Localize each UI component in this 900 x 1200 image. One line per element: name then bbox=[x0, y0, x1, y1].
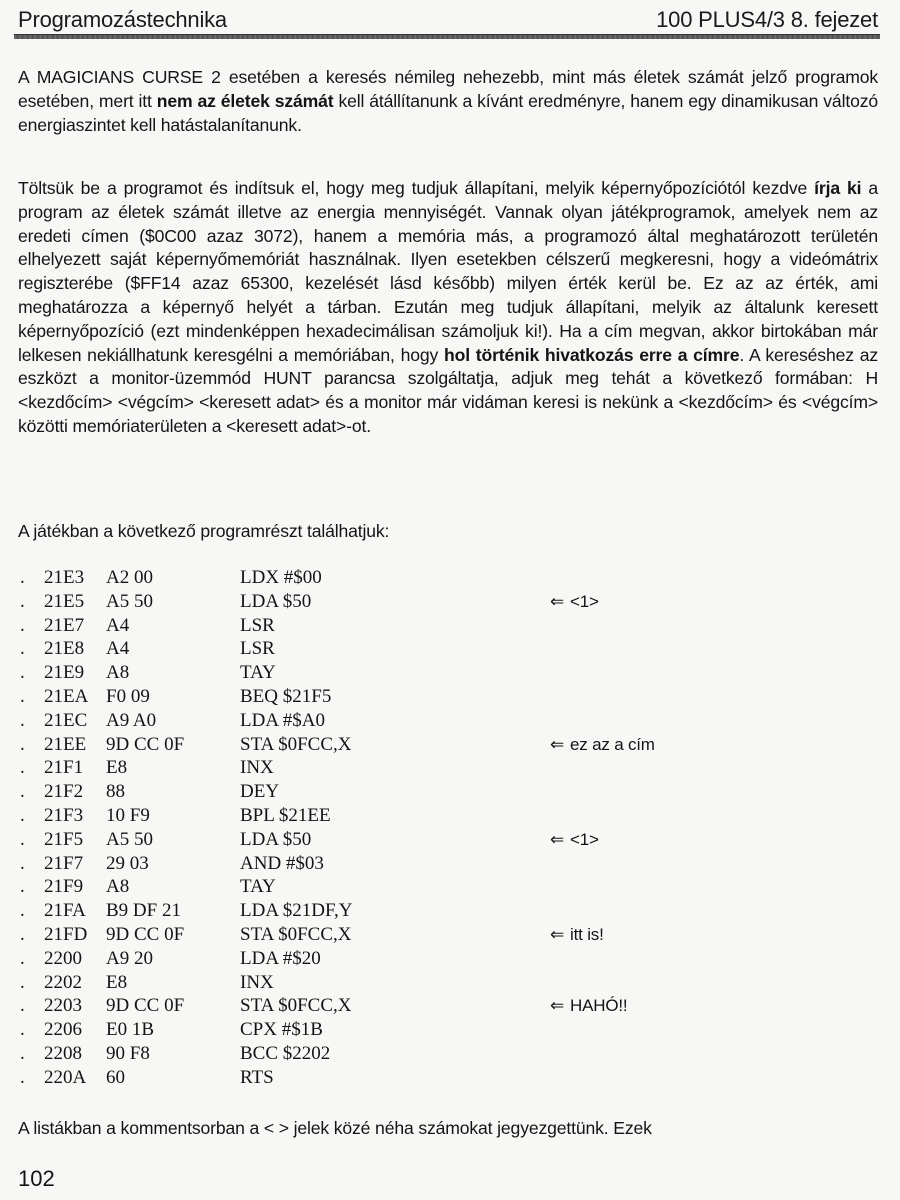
text-run: . A kereséshez az eszközt a monitor-üzemmód HUNT parancsa szolgáltatja, adjuk meg tehát a következő formában: H <kezdőcím> <végcím> <keresett adat> és a monitor már vidáman keresi is nekünk a <kezdőcím> és <végcím> közötti memóriaterületen a <keresett adat>-ot. bbox=[18, 344, 878, 436]
code-instruction: LDX #$00 bbox=[240, 567, 322, 588]
code-address: 2208 bbox=[44, 1042, 82, 1064]
code-bytes: A4 bbox=[106, 614, 130, 636]
code-line bbox=[20, 828, 720, 852]
code-instruction: INX bbox=[240, 757, 274, 779]
line-marker: . bbox=[20, 995, 25, 1017]
left-double-arrow-icon: ⇐ bbox=[550, 734, 565, 754]
paragraph-notes: A listákban a kommentsorban a < > jelek közé néha számokat jegyezgettünk. Ezek bbox=[18, 1118, 652, 1138]
code-line bbox=[20, 804, 720, 828]
code-address: 2202 bbox=[44, 971, 82, 993]
code-bytes: A5 50 bbox=[106, 828, 153, 850]
line-marker: . bbox=[20, 733, 25, 755]
line-marker: . bbox=[20, 900, 25, 922]
code-comment bbox=[550, 923, 604, 947]
code-line bbox=[20, 875, 720, 899]
code-instruction: LDA $50 bbox=[240, 590, 312, 612]
line-marker: . bbox=[20, 1042, 25, 1064]
assembly-listing bbox=[20, 566, 720, 1090]
code-address: 21E7 bbox=[44, 614, 85, 636]
code-instruction: STA $0FCC,X bbox=[240, 923, 352, 945]
code-instruction: STA $0FCC,X bbox=[240, 995, 352, 1017]
code-address: 21F3 bbox=[44, 804, 84, 826]
code-address: 220A bbox=[44, 1066, 87, 1088]
code-bytes: 10 F9 bbox=[106, 804, 150, 826]
header-book-title: Programozástechnika bbox=[18, 7, 227, 32]
code-bytes: 90 F8 bbox=[106, 1042, 150, 1064]
comment-text: <1> bbox=[570, 829, 599, 849]
code-instruction: TAY bbox=[240, 662, 276, 684]
code-line bbox=[20, 1042, 720, 1066]
code-line bbox=[20, 899, 720, 923]
comment-text: HAHÓ!! bbox=[570, 996, 628, 1016]
code-address: 21EA bbox=[44, 685, 89, 707]
code-bytes: A4 bbox=[106, 638, 130, 660]
code-address: 21E8 bbox=[44, 638, 85, 660]
code-instruction: TAY bbox=[240, 876, 276, 898]
running-header bbox=[18, 6, 878, 34]
code-instruction: BEQ $21F5 bbox=[240, 685, 332, 707]
left-double-arrow-icon: ⇐ bbox=[550, 829, 565, 849]
code-bytes: A8 bbox=[106, 876, 130, 898]
code-bytes: E8 bbox=[106, 971, 128, 993]
left-double-arrow-icon: ⇐ bbox=[550, 924, 565, 944]
code-address: 21E5 bbox=[44, 590, 85, 612]
code-address: 21E3 bbox=[44, 567, 85, 588]
code-bytes: A8 bbox=[106, 662, 130, 684]
code-address: 2200 bbox=[44, 947, 82, 969]
code-address: 21F7 bbox=[44, 852, 84, 874]
text-run: kell átállítanunk a kívánt eredményre, hanem egy dinamikusan változó energiaszintet kell hatástalanítanunk. bbox=[18, 90, 878, 135]
text-run: Töltsük be a programot és indítsuk el, hogy meg tudjuk állapítani, melyik képernyőpozíciótól kezdve bbox=[18, 178, 815, 198]
line-marker: . bbox=[20, 781, 25, 803]
code-comment bbox=[550, 733, 655, 757]
line-marker: . bbox=[20, 685, 25, 707]
comment-text: <1> bbox=[570, 591, 599, 611]
code-line bbox=[20, 780, 720, 804]
text-run: a program az életek számát illetve az energia mennyiségét. Vannak olyan játékprogramok, amelyek nem az eredeti címen ($0C00 azaz 3072), hanem a memória más, a programozó által meghatározott területén elhelyezett saját képernyőmemóriát használnak. Ilyen esetekben célszerű megkeresni, hogy a videómátrix regiszterébe ($FF14 azaz 65300, kezelését lásd később) milyen érték kerül be. Ez az az érték, ami meghatározza a képernyő helyét a tárban. Ezután meg tudjuk állapítani, melyik az általunk keresett képernyőpozíció (ezt mindenképpen hexadecimálisan számoljuk ki!). Ha a cím megvan, akkor birtokában már lelkesen nekiállhatunk keresgélni a memóriában, hogy bbox=[18, 178, 878, 365]
bold-phrase: írja ki bbox=[814, 178, 862, 198]
paragraph-listing-intro: A játékban a következő programrészt találhatjuk: bbox=[18, 521, 390, 541]
code-bytes: A2 00 bbox=[106, 567, 153, 588]
line-marker: . bbox=[20, 590, 25, 612]
code-bytes: 29 03 bbox=[106, 852, 149, 874]
code-line bbox=[20, 1018, 720, 1042]
code-bytes: A9 A0 bbox=[106, 709, 157, 731]
code-instruction: CPX #$1B bbox=[240, 1019, 323, 1041]
code-bytes: A9 20 bbox=[106, 947, 153, 969]
code-instruction: RTS bbox=[240, 1066, 274, 1088]
code-instruction: LDA $21DF,Y bbox=[240, 900, 353, 922]
text-run: A MAGICIANS CURSE 2 esetében a keresés némileg nehezebb, mint más életek számát jelző programok esetében, mert itt bbox=[18, 67, 878, 111]
left-double-arrow-icon: ⇐ bbox=[550, 996, 565, 1016]
code-bytes: 88 bbox=[106, 781, 125, 803]
line-marker: . bbox=[20, 852, 25, 874]
line-marker: . bbox=[20, 662, 25, 684]
code-address: 21F9 bbox=[44, 876, 84, 898]
code-bytes: A5 50 bbox=[106, 590, 153, 612]
code-line bbox=[20, 590, 720, 614]
code-line bbox=[20, 1066, 720, 1090]
code-line bbox=[20, 947, 720, 971]
line-marker: . bbox=[20, 804, 25, 826]
code-comment bbox=[550, 590, 599, 614]
code-bytes: 9D CC 0F bbox=[106, 733, 185, 755]
code-bytes: 60 bbox=[106, 1066, 125, 1088]
code-instruction: LDA #$20 bbox=[240, 947, 321, 969]
comment-text: itt is! bbox=[570, 924, 604, 944]
code-line bbox=[20, 685, 720, 709]
code-address: 21E9 bbox=[44, 662, 85, 684]
comment-text: ez az a cím bbox=[570, 734, 655, 754]
code-line bbox=[20, 614, 720, 638]
bold-phrase: nem az életek számát bbox=[156, 90, 334, 111]
code-instruction: INX bbox=[240, 971, 274, 993]
line-marker: . bbox=[20, 1066, 25, 1088]
code-line bbox=[20, 709, 720, 733]
code-instruction: LSR bbox=[240, 638, 275, 660]
bold-phrase: hol történik hivatkozás erre a címre bbox=[444, 344, 740, 365]
code-instruction: BPL $21EE bbox=[240, 804, 331, 826]
code-line bbox=[20, 733, 720, 757]
code-bytes: F0 09 bbox=[106, 685, 150, 707]
line-marker: . bbox=[20, 828, 25, 850]
code-line bbox=[20, 923, 720, 947]
code-instruction: LSR bbox=[240, 614, 275, 636]
code-line bbox=[20, 661, 720, 685]
code-instruction: STA $0FCC,X bbox=[240, 733, 352, 755]
code-instruction: LDA #$A0 bbox=[240, 709, 325, 731]
line-marker: . bbox=[20, 567, 25, 588]
code-instruction: LDA $50 bbox=[240, 828, 312, 850]
line-marker: . bbox=[20, 876, 25, 898]
code-bytes: 9D CC 0F bbox=[106, 923, 185, 945]
code-comment bbox=[550, 828, 599, 852]
left-double-arrow-icon: ⇐ bbox=[550, 591, 565, 611]
code-address: 2203 bbox=[44, 995, 82, 1017]
code-instruction: AND #$03 bbox=[240, 852, 324, 874]
line-marker: . bbox=[20, 709, 25, 731]
code-bytes: B9 DF 21 bbox=[106, 900, 181, 922]
code-address: 21FA bbox=[44, 900, 86, 922]
line-marker: . bbox=[20, 1019, 25, 1041]
line-marker: . bbox=[20, 757, 25, 779]
line-marker: . bbox=[20, 638, 25, 660]
code-comment bbox=[550, 994, 627, 1018]
code-address: 21F1 bbox=[44, 757, 84, 779]
code-address: 21F5 bbox=[44, 828, 84, 850]
code-instruction: DEY bbox=[240, 781, 280, 803]
code-address: 21EE bbox=[44, 733, 87, 755]
header-rule bbox=[14, 34, 880, 39]
code-instruction: BCC $2202 bbox=[240, 1042, 331, 1064]
code-line bbox=[20, 971, 720, 995]
code-address: 21EC bbox=[44, 709, 88, 731]
line-marker: . bbox=[20, 947, 25, 969]
code-line bbox=[20, 566, 720, 590]
code-line bbox=[20, 852, 720, 876]
code-bytes: E0 1B bbox=[106, 1019, 155, 1041]
code-bytes: E8 bbox=[106, 757, 128, 779]
code-line bbox=[20, 637, 720, 661]
paragraph-instructions bbox=[18, 177, 878, 439]
code-line bbox=[20, 994, 720, 1018]
code-address: 21F2 bbox=[44, 781, 84, 803]
code-line bbox=[20, 756, 720, 780]
code-address: 2206 bbox=[44, 1019, 82, 1041]
code-bytes: 9D CC 0F bbox=[106, 995, 185, 1017]
line-marker: . bbox=[20, 971, 25, 993]
code-address: 21FD bbox=[44, 923, 88, 945]
header-chapter: 100 PLUS4/3 8. fejezet bbox=[656, 7, 878, 32]
page-number: 102 bbox=[18, 1166, 55, 1191]
line-marker: . bbox=[20, 614, 25, 636]
line-marker: . bbox=[20, 923, 25, 945]
paragraph-intro bbox=[18, 66, 878, 137]
